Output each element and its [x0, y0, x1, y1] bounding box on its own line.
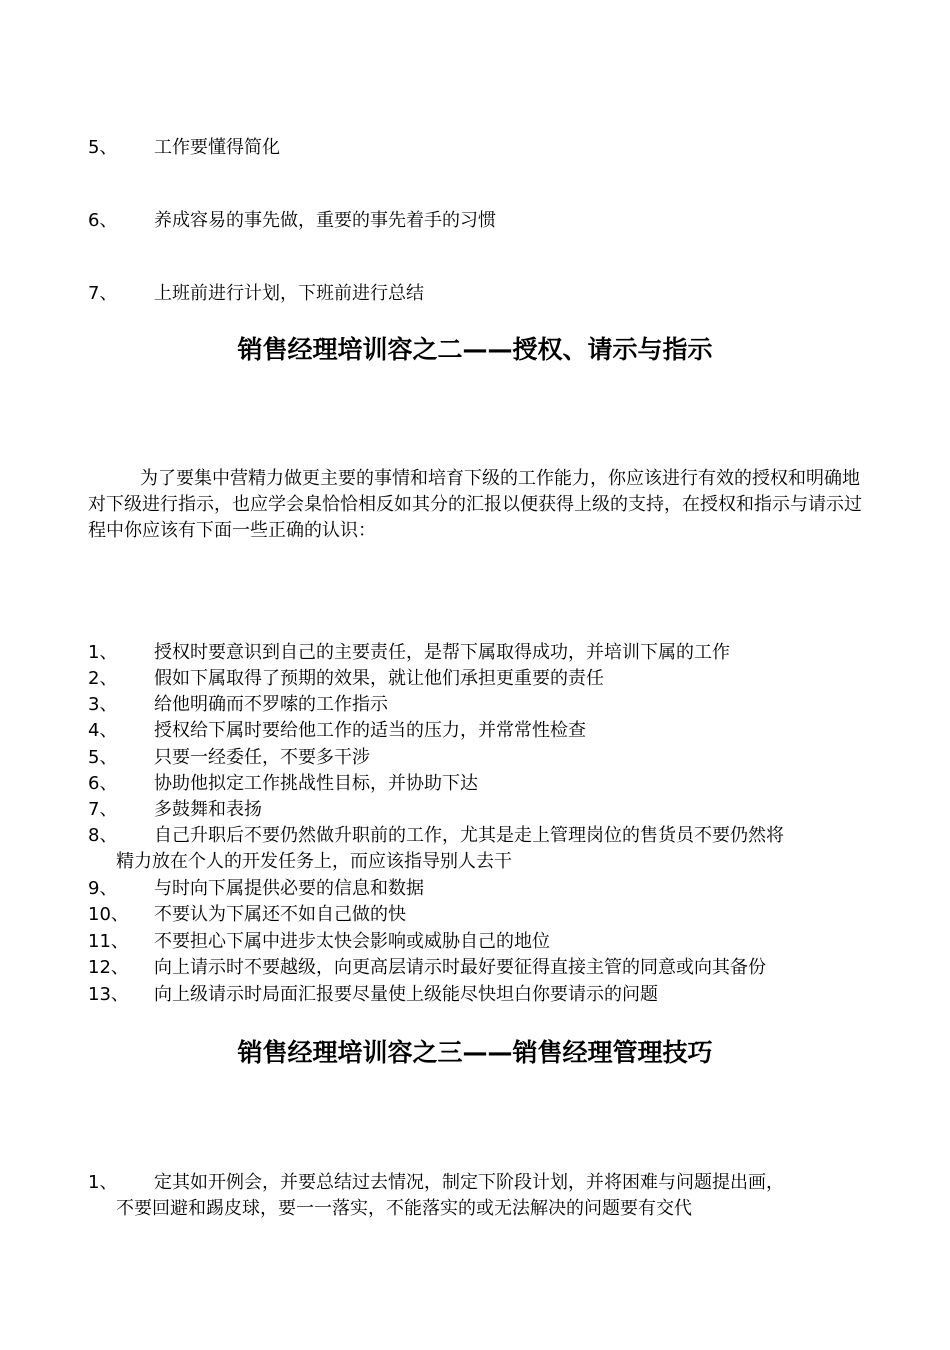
list-number: 3、 [88, 694, 118, 715]
list-number: 1、 [88, 1172, 118, 1193]
list-item [88, 281, 868, 307]
list-text-continued: 不要回避和踢皮球，要一一落实，不能落实的或无法解决的问题要有交代 [116, 1198, 692, 1219]
section-title: 销售经理培训容之二——授权、请示与指示 [237, 335, 713, 364]
list-number: 6、 [88, 773, 118, 794]
section-title: 销售经理培训容之三——销售经理管理技巧 [237, 1038, 713, 1067]
list-item [88, 718, 868, 744]
list-text: 授权时要意识到自己的主要责任，是帮下属取得成功，并培训下属的工作 [154, 642, 730, 663]
list-item [88, 208, 868, 234]
list-text: 上班前进行计划，下班前进行总结 [154, 283, 424, 304]
list-number: 9、 [88, 878, 118, 899]
list-number: 13、 [88, 984, 129, 1005]
list-item [88, 135, 868, 161]
list-number: 2、 [88, 668, 118, 689]
list-number: 11、 [88, 931, 129, 952]
list-number: 5、 [88, 747, 118, 768]
list-text: 不要认为下属还不如自己做的快 [154, 904, 406, 925]
list-number: 12、 [88, 957, 129, 978]
list-number: 5、 [88, 137, 118, 158]
list-item [88, 902, 868, 928]
list-item [88, 771, 868, 797]
list-text: 自己升职后不要仍然做升职前的工作，尤其是走上管理岗位的售货员不要仍然将 [154, 825, 784, 846]
list-text: 向上级请示时局面汇报要尽量使上级能尽快坦白你要请示的问题 [154, 984, 658, 1005]
list-number: 8、 [88, 825, 118, 846]
list-text: 多鼓舞和表扬 [154, 799, 262, 820]
list-item [88, 666, 868, 692]
list-text: 给他明确而不罗嗦的工作指示 [154, 694, 388, 715]
list-text: 不要担心下属中进步太快会影响或威胁自己的地位 [154, 931, 550, 952]
list-item [88, 955, 868, 981]
list-number: 7、 [88, 799, 118, 820]
list-number: 1、 [88, 642, 118, 663]
list-text: 向上请示时不要越级，向更高层请示时最好要征得直接主管的同意或向其备份 [154, 957, 766, 978]
list-text: 与时向下属提供必要的信息和数据 [154, 878, 424, 899]
list-text: 授权给下属时要给他工作的适当的压力，并常常性检查 [154, 720, 586, 741]
list-item [88, 929, 868, 955]
list-text: 定其如开例会，并要总结过去情况，制定下阶段计划，并将困难与问题提出画， [154, 1172, 784, 1193]
list-text: 假如下属取得了预期的效果，就让他们承担更重要的责任 [154, 668, 604, 689]
list-number: 10、 [88, 904, 129, 925]
list-text: 只要一经委任，不要多干涉 [154, 747, 370, 768]
intro-paragraph: 为了要集中营精力做更主要的事情和培育下级的工作能力，你应该进行有效的授权和明确地对下级进行指示，也应学会臬恰恰相反如其分的汇报以便获得上级的支持，在授权和指示与请示过程中你应该有下面一些正确的认识： [88, 468, 862, 541]
list-number: 6、 [88, 210, 118, 231]
list-number: 4、 [88, 720, 118, 741]
list-text: 养成容易的事先做，重要的事先着手的习惯 [154, 210, 496, 231]
list-item [88, 1170, 868, 1222]
list-item [88, 640, 868, 666]
list-item [88, 692, 868, 718]
list-text: 协助他拟定工作挑战性目标，并协助下达 [154, 773, 478, 794]
list-item [88, 797, 868, 823]
list-item [88, 982, 868, 1008]
list-text: 工作要懂得简化 [154, 137, 280, 158]
list-number: 7、 [88, 283, 118, 304]
list-text-continued: 精力放在个人的开发任务上，而应该指导别人去干 [116, 851, 512, 872]
list-item [88, 876, 868, 902]
list-item [88, 823, 868, 875]
list-item [88, 745, 868, 771]
